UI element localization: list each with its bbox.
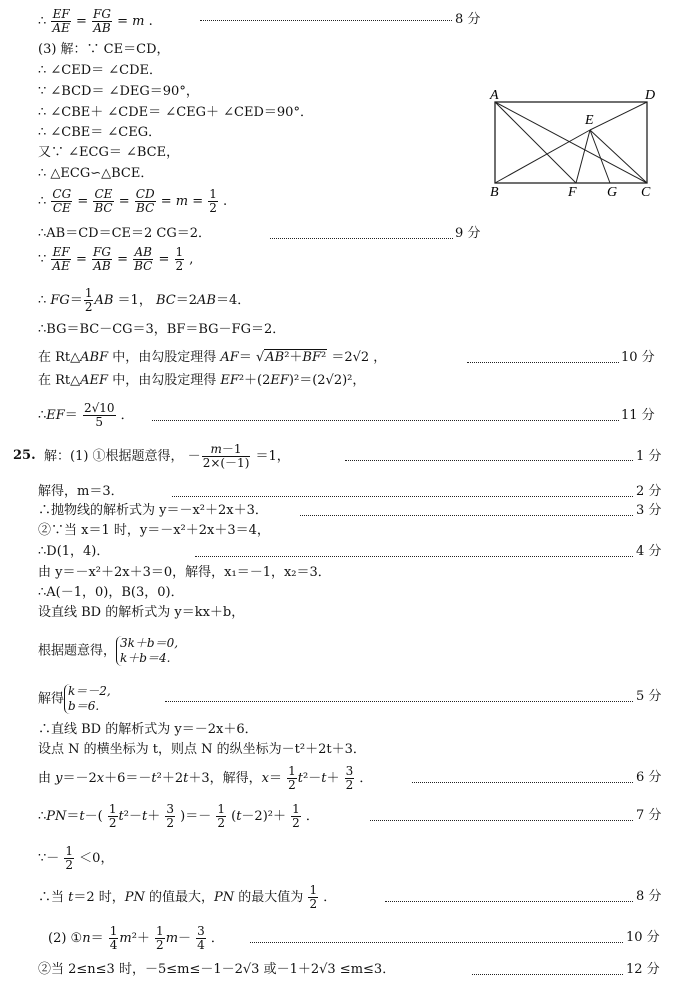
label-A: A <box>490 88 499 103</box>
score-6: 6 分 <box>636 770 662 785</box>
line-22: 由 y＝－x²＋2x＋3＝0，解得，x₁＝－1，x₂＝3． <box>38 565 331 580</box>
score-8a: 8 分 <box>455 12 481 27</box>
score-1: 1 分 <box>636 449 662 464</box>
score-8b: 8 分 <box>636 889 662 904</box>
line-3: ∴ ∠CED＝ ∠CDE． <box>38 63 163 78</box>
line-10: ∴AB＝CD＝CE＝2 CG＝2． <box>38 226 212 241</box>
line-11: ∵ $\frac{EF}{AE}$ = $\frac{FG}{AB}$ = $\frac{AB}{BC}$ = $\frac{1}{2}$ , <box>38 245 194 273</box>
score-3: 3 分 <box>636 503 662 518</box>
line-8: ∴ △ECG∽△BCE． <box>38 166 154 181</box>
label-C: C <box>641 185 651 200</box>
line-1: ∴ $\frac{EF}{AE}$ = $\frac{FG}{AB}$ = m . <box>38 7 153 35</box>
line-28: 设点 N 的横坐标为 t，则点 N 的纵坐标为－t²＋2t＋3． <box>38 742 366 757</box>
line-9: ∴ $\frac{CG}{CE}$ = $\frac{CE}{BC}$ = $\frac{CD}{BC}$ = m = $\frac{1}{2}$ . <box>38 187 228 215</box>
line-6: ∴ ∠CBE＝ ∠CEG． <box>38 125 162 140</box>
line-25: 根据题意得，3k＋b＝0, k＋b＝4. <box>38 636 179 665</box>
line-30: ∴PN＝t－( $\frac{1}{2}$ t²－t＋ $\frac{3}{2}$ )＝－ $\frac{1}{2}$ (t－2)²＋ $\frac{1}{2}$ ． <box>38 802 319 830</box>
line-21: ∴D(1，4)． <box>38 544 110 559</box>
line-4: ∵ ∠BCD＝ ∠DEG＝90°， <box>38 84 199 99</box>
line-13: ∴BG＝BC－CG＝3，BF＝BG－FG＝2． <box>38 322 286 337</box>
line-20: ②∵当 x＝1 时，y＝－x²＋2x＋3＝4， <box>38 523 270 538</box>
line-18: 解得，m＝3． <box>38 484 124 499</box>
label-F: F <box>568 185 577 200</box>
question-number: 25. <box>13 448 36 463</box>
label-D: D <box>645 88 656 103</box>
line-15: 在 Rt△AEF 中，由勾股定理得 EF²＋(2EF)²＝(2√2)²， <box>38 373 366 388</box>
line-27: ∴直线 BD 的解析式为 y＝－2x＋6． <box>38 722 258 737</box>
line-34: ②当 2≤n≤3 时，－5≤m≤－1－2√3 或－1＋2√3 ≤m≤3． <box>38 962 396 977</box>
score-5: 5 分 <box>636 689 662 704</box>
line-5: ∴ ∠CBE＋ ∠CDE＝ ∠CEG＋ ∠CED＝90°． <box>38 105 313 120</box>
line-33: (2) ①n＝ $\frac{1}{4}$ m²＋ $\frac{1}{2}$ m－ $\frac{3}{4}$ ． <box>48 924 224 952</box>
label-B: B <box>490 185 499 200</box>
score-4: 4 分 <box>636 544 662 559</box>
line-12: ∴ FG＝ $\frac{1}{2}$ AB ＝1， BC＝2AB＝4． <box>38 286 251 314</box>
label-E: E <box>585 113 594 128</box>
line-29: 由 y＝－2x＋6＝－t²＋2t＋3，解得，x＝ $\frac{1}{2}$ t²－t＋ $\frac{3}{2}$ ． <box>38 764 373 792</box>
line-24: 设直线 BD 的解析式为 y＝kx＋b， <box>38 605 245 620</box>
line-7: 又∵ ∠ECG＝ ∠BCE， <box>38 145 180 160</box>
score-12: 12 分 <box>626 962 660 977</box>
line-19: ∴抛物线的解析式为 y＝－x²＋2x＋3． <box>38 503 268 518</box>
line-14: 在 Rt△ABF 中，由勾股定理得 AF＝ √AB²＋BF² ＝2√2 ， <box>38 350 387 365</box>
rectangle-figure <box>485 84 665 200</box>
line-2: (3) 解：∵ CE＝CD， <box>38 42 170 57</box>
score-7: 7 分 <box>636 808 662 823</box>
score-9: 9 分 <box>455 226 481 241</box>
line-32: ∴当 t＝2 时，PN 的值最大，PN 的最大值为 $\frac{1}{2}$ ． <box>38 883 337 911</box>
line-16: ∴EF＝ $\frac{2√10}{5}$ ． <box>38 401 134 429</box>
score-2: 2 分 <box>636 484 662 499</box>
line-23: ∴A(－1，0)，B(3，0)． <box>38 585 184 600</box>
line-31: ∵－ $\frac{1}{2}$ ＜0， <box>38 844 114 872</box>
line-26: 解得k＝－2, b＝6. <box>38 684 111 713</box>
label-G: G <box>607 185 618 200</box>
score-10a: 10 分 <box>621 350 655 365</box>
score-10b: 10 分 <box>626 930 660 945</box>
score-11: 11 分 <box>621 408 655 423</box>
line-17: 解：(1) ①根据题意得， － $\frac{m-1}{2\times(-1)}$ ＝1， <box>44 442 290 470</box>
